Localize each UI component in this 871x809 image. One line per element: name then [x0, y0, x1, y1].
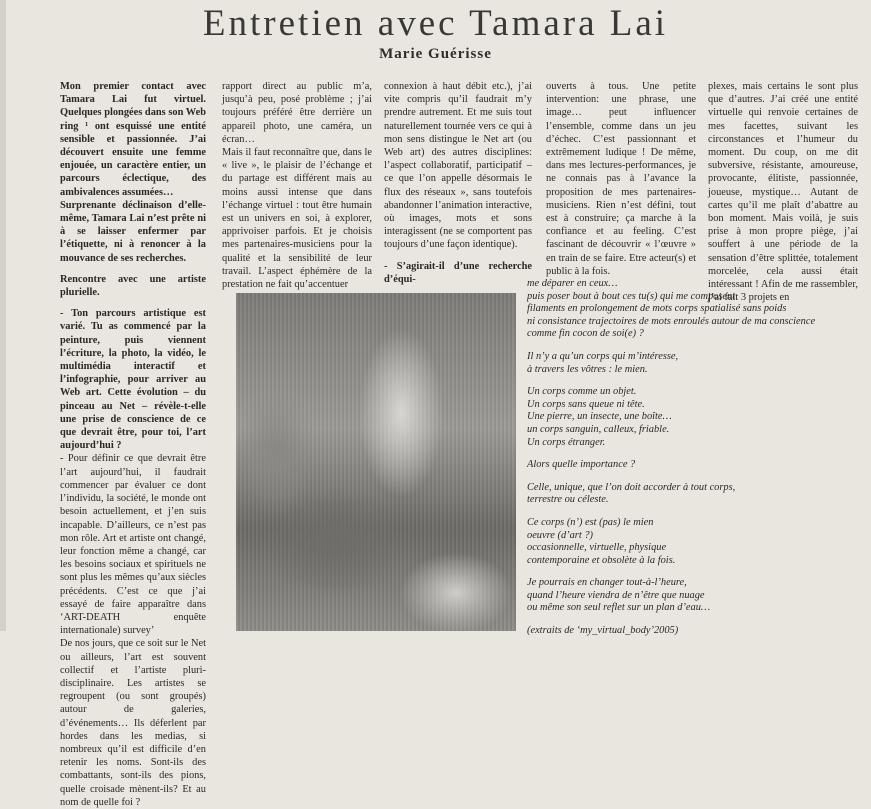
stanza-gap	[527, 472, 862, 482]
stanza-gap	[527, 341, 862, 351]
poem-line: ou même son seul reflet sur un plan d’eau…	[527, 602, 711, 614]
poem-line: un corps sanguin, calleux, friable.	[527, 423, 670, 435]
poem-line: (extraits de ‘my_virtual_body’2005)	[527, 625, 679, 637]
column-2-text-2: Mais il faut reconnaître que, dans le « live », le plaisir de l’échange et du partage est différent mais au moins aussi intense que dans l’échange virtuel : tout être humain est un univers en soi, à explorer, apprivoiser parfois. Et je choisis mes partenaires-musiciens pour la qualité et la sensibilité de leur travail. L’aspect éphémère de la prestation ne fait qu’accentuer	[222, 147, 372, 291]
page-edge	[0, 0, 6, 631]
column-3	[384, 80, 533, 285]
interview-answer: - Pour définir ce que devrait être l’art aujourd’hui, il faudrait commencer par évaluer ce dont l’individu, la société, le monde ont besoin actuellement, et j’en suis incapable. D’ailleurs, ce n’est pas mon rôle. Art et artiste ont changé, leur fonction même a changé, car les besoins sociaux et spirituels ne sont plus les mêmes qu’aux siècles précédents. C’est ce que j’ai essayé de faire apparaître dans ‘ART-DEATH enquête internationale) survey’	[60, 453, 206, 637]
poem-line: Je pourrais en changer tout-à-l’heure,	[527, 577, 687, 589]
column-5	[708, 80, 858, 304]
column-5-text: plexes, mais certains le sont plus que d’autres. J’ai créé une entité virtuelle qui renvoie certaines de mes facettes, suivant les circonstances et l’humeur du moment. Du coup, on me dit subversive, résistante, amoureuse, provocante, élitiste, passionnée, joueuse, mystique… Autant de cartes qu’il me plaît d’abattre au bon moment. Mais voilà, je suis prise à mon propre piège, j’ai souffert à une période de la sensation d’être splittée, totalement morcelée, cela aussi était intéressant ! Afin de me rassembler, j’ai fait 3 projets en	[708, 81, 858, 304]
section-heading: Rencontre avec une artiste plurielle.	[60, 273, 206, 299]
intro-paragraph-2: Surprenante déclinaison d’elle-même, Tamara Lai n’est prête ni à se laisser enfermer par l’étiquette, ni à renoncer à la mouvance de ses recherches.	[60, 199, 206, 264]
poem-line: à travers les vôtres : le mien.	[527, 363, 648, 375]
poem-line: Il n’y a qu’un corps qui m’intéresse,	[527, 350, 679, 362]
poem-line: quand l’heure viendra de n’être que nuage	[527, 589, 705, 601]
poem-line: ni consistance trajectoires de mots enroulés autour de ma conscience	[527, 315, 816, 327]
poem-line: Une pierre, un insecte, une boîte…	[527, 411, 672, 423]
stanza-gap	[527, 449, 862, 459]
column-2-text: rapport direct au public m’a, jusqu’à peu, posé problème ; j’ai toujours préféré être derrière un appareil photo, une caméra, un écran…	[222, 81, 372, 145]
stanza-gap	[527, 567, 862, 577]
column-2	[222, 80, 372, 291]
article-title: Entretien avec Tamara Lai	[202, 3, 669, 44]
stanza-gap	[527, 507, 862, 517]
article-author: Marie Guérisse	[379, 46, 492, 62]
poem-line: puis poser bout à bout ces tu(s) qui me composent	[527, 290, 736, 302]
poem-excerpt	[527, 278, 862, 637]
column-4-text: ouverts à tous. Une petite intervention: une phrase, une image… peut influencer l’ensemble, comme dans un jeu d’échec. C’est passionnant et extrêmement ludique ! De même, dans mes lectures-performances, je ne connais pas à l’avance la proposition de mes partenaires-musiciens. Rien n’est défini, tout est à construire; ça marche à la confiance et au feeling. C’est fascinant de découvrir « l’œuvre » en train de se faire. Etre acteur(s) et public à la fois.	[546, 81, 696, 277]
poem-line: me déparer en ceux…	[527, 278, 618, 289]
artwork-photo	[236, 293, 516, 631]
poem-line: comme fin cocon de soi(e) ?	[527, 328, 644, 340]
interview-question: - Ton parcours artistique est varié. Tu as commencé par la peinture, puis viennent l’écriture, la photo, la vidéo, le multimédia interactif et l’infographie, pour arriver au Web art. Cette évolution – du pinceau au Net – révèle-t-elle une prise de conscience de ce que devrait être, pour toi, l’art aujourd’hui ?	[60, 308, 206, 452]
poem-line: occasionnelle, virtuelle, physique	[527, 542, 667, 554]
poem-line: contemporaine et obsolète à la fois.	[527, 554, 676, 566]
column-3-question: - S’agirait-il d’une recherche d’équi-	[384, 260, 532, 285]
interview-answer-2: De nos jours, que ce soit sur le Net ou ailleurs, l’art est souvent collectif et l’artiste pluri-disciplinaire. Les artistes se regroupent (ou sont groupés) autour de galeries, d’événements… Ils déferlent par hordes dans les medias, si nombreux qu’il est difficile d’en retenir les noms. Sont-ils des combattants, sont-ils des pions, quelle croisade mènent-ils? Et au nom de quelle foi ?	[60, 638, 206, 808]
intro-paragraph: Mon premier contact avec Tamara Lai fut virtuel. Quelques plongées dans son Web ring ¹ ont esquissé une entité sensible et passionnée. J’ai découvert ensuite une femme enjouée, un caractère entier, un parcours éclectique, des ambivalences assumées…	[60, 81, 206, 198]
poem-line: Un corps sans queue ni tête.	[527, 398, 645, 410]
poem-line: filaments en prolongement de mots corps spatialisé sans poids	[527, 303, 787, 315]
poem-line: Celle, unique, que l’on doit accorder à tout corps,	[527, 481, 736, 493]
poem-line: terrestre ou céleste.	[527, 494, 609, 506]
stanza-gap	[527, 615, 862, 625]
poem-line: Alors quelle importance ?	[527, 459, 636, 471]
column-3-text: connexion à haut débit etc.), j’ai vite compris qu’il faudrait m’y prendre autrement. Et me suis tout naturellement tournée vers ce qui à mon sens distingue le Net art (ou Web art) des autres disciplines: l’aspect collaboratif, participatif – ce que l’on appelle désormais le flux des réseaux », sans toutefois abandonner l’animation interactive, où images, mots et sons interagissent (ne se comportent pas toujours d’une façon identique).	[384, 81, 533, 251]
poem-line: Un corps comme un objet.	[527, 386, 637, 398]
poem-line: oeuvre (d’art ?)	[527, 529, 593, 541]
poem-line: Ce corps (n’) est (pas) le mien	[527, 516, 654, 528]
poem-line: Un corps étranger.	[527, 436, 606, 448]
column-1	[60, 80, 206, 808]
column-4	[546, 80, 696, 277]
stanza-gap	[527, 376, 862, 386]
